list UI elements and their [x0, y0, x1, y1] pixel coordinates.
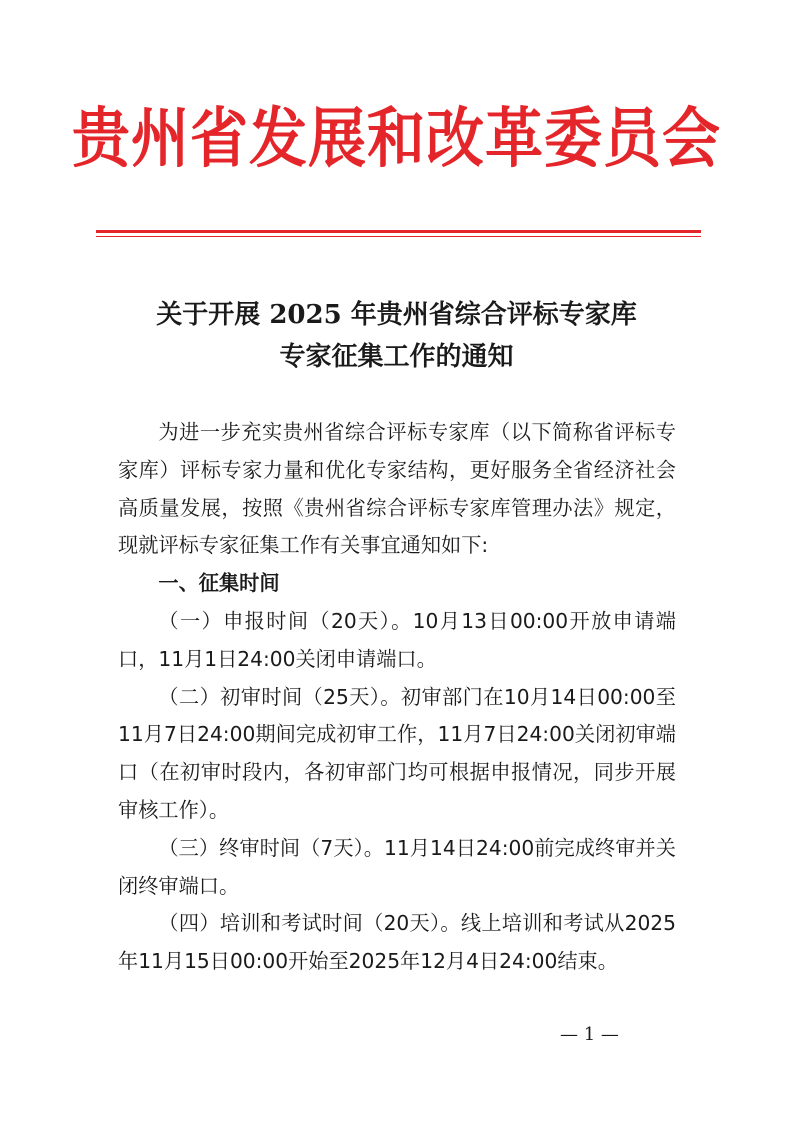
title-line-2: 专家征集工作的通知: [279, 342, 514, 372]
red-divider-thick: [96, 230, 701, 233]
red-divider-thin: [96, 236, 701, 237]
list-item-2: （二）初审时间（25天）。初审部门在10月14日00:00至11月7日24:00期间完成初审工作，11月7日24:00关闭初审端口（在初审时段内，各初审部门均可根据申报情况，同步开展审核工作）。: [118, 684, 676, 822]
intro-paragraph: 为进一步充实贵州省综合评标专家库（以下简称省评标专家库）评标专家力量和优化专家结构，更好服务全省经济社会高质量发展，按照《贵州省综合评标专家库管理办法》规定，现就评标专家征集工作有关事宜通知如下:: [118, 420, 676, 558]
list-item-3: （三）终审时间（7天）。11月14日24:00前完成终审并关闭终审端口。: [118, 835, 676, 898]
section-heading-1: 一、征集时间: [158, 571, 280, 596]
document-body: [118, 414, 676, 981]
issuer-header: 贵州省发展和改革委员会: [71, 100, 721, 177]
title-line-1: 关于开展 2025 年贵州省综合评标专家库: [156, 300, 637, 330]
list-item-4: （四）培训和考试时间（20天）。线上培训和考试从2025年11月15日00:00开始至2025年12月4日24:00结束。: [118, 911, 676, 974]
list-item-1: （一）申报时间（20天）。10月13日00:00开放申请端口，11月1日24:00关闭申请端口。: [118, 608, 676, 671]
document-title: [0, 294, 793, 378]
page-number: — 1 —: [560, 1024, 619, 1045]
